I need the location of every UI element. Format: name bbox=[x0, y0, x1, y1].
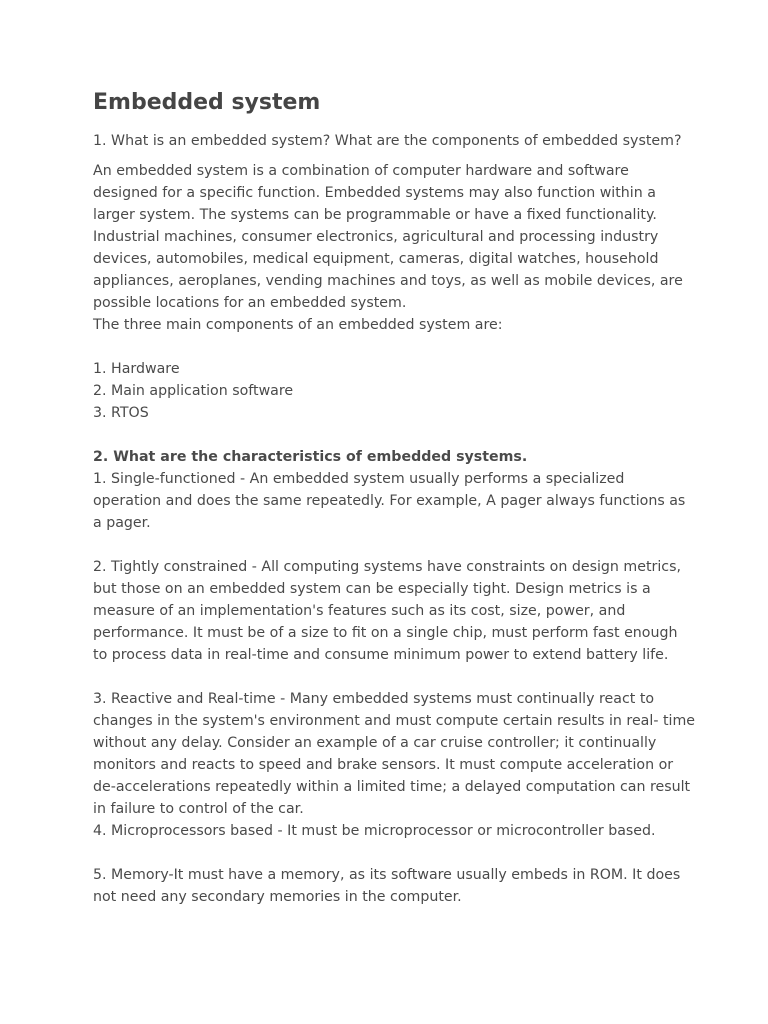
paragraph-line: 2. Tightly constrained - All computing systems have constraints on design metrics, bbox=[93, 559, 682, 575]
paragraph-line: 1. Hardware bbox=[93, 361, 180, 377]
paragraph-line: 1. Single-functioned - An embedded system usually performs a specialized bbox=[93, 471, 625, 487]
blank-line bbox=[93, 534, 693, 556]
paragraph-line: to process data in real-time and consume minimum power to extend battery life. bbox=[93, 647, 669, 663]
blank-line bbox=[93, 666, 693, 688]
blank-line bbox=[93, 424, 693, 446]
paragraph-line: changes in the system's environment and must compute certain results in real- time bbox=[93, 713, 695, 729]
section-heading-line: 2. What are the characteristics of embedded systems. bbox=[93, 449, 528, 465]
paragraph-line: de-accelerations repeatedly within a limited time; a delayed computation can result bbox=[93, 779, 691, 795]
paragraph-line: larger system. The systems can be programmable or have a fixed functionality. bbox=[93, 207, 657, 223]
paragraph-line: 4. Microprocessors based - It must be microprocessor or microcontroller based. bbox=[93, 823, 656, 839]
paragraph-line: not need any secondary memories in the computer. bbox=[93, 889, 462, 905]
document-body bbox=[93, 160, 693, 908]
paragraph-line: The three main components of an embedded system are: bbox=[93, 317, 503, 333]
paragraph-line: performance. It must be of a size to fit on a single chip, must perform fast enough bbox=[93, 625, 678, 641]
paragraph-line: measure of an implementation's features such as its cost, size, power, and bbox=[93, 603, 626, 619]
paragraph-line: operation and does the same repeatedly. For example, A pager always functions as bbox=[93, 493, 686, 509]
paragraph-line: designed for a specific function. Embedded systems may also function within a bbox=[93, 185, 656, 201]
paragraph-line: monitors and reacts to speed and brake sensors. It must compute acceleration or bbox=[93, 757, 674, 773]
paragraph-line: 3. RTOS bbox=[93, 405, 149, 421]
paragraph-line: but those on an embedded system can be especially tight. Design metrics is a bbox=[93, 581, 651, 597]
paragraph-line: devices, automobiles, medical equipment, cameras, digital watches, household bbox=[93, 251, 659, 267]
paragraph-line: a pager. bbox=[93, 515, 151, 531]
document-title: Embedded system bbox=[93, 90, 321, 115]
paragraph-line: 3. Reactive and Real-time - Many embedded systems must continually react to bbox=[93, 691, 655, 707]
paragraph-line: without any delay. Consider an example of a car cruise controller; it continually bbox=[93, 735, 657, 751]
paragraph-line: Industrial machines, consumer electronics, agricultural and processing industry bbox=[93, 229, 659, 245]
blank-line bbox=[93, 842, 693, 864]
paragraph-line: 5. Memory-It must have a memory, as its software usually embeds in ROM. It does bbox=[93, 867, 681, 883]
question-1: 1. What is an embedded system? What are the components of embedded system? bbox=[93, 133, 682, 149]
paragraph-line: possible locations for an embedded system. bbox=[93, 295, 407, 311]
paragraph-line: appliances, aeroplanes, vending machines and toys, as well as mobile devices, are bbox=[93, 273, 683, 289]
paragraph-line: An embedded system is a combination of computer hardware and software bbox=[93, 163, 629, 179]
blank-line bbox=[93, 336, 693, 358]
paragraph-line: 2. Main application software bbox=[93, 383, 294, 399]
paragraph-line: in failure to control of the car. bbox=[93, 801, 304, 817]
